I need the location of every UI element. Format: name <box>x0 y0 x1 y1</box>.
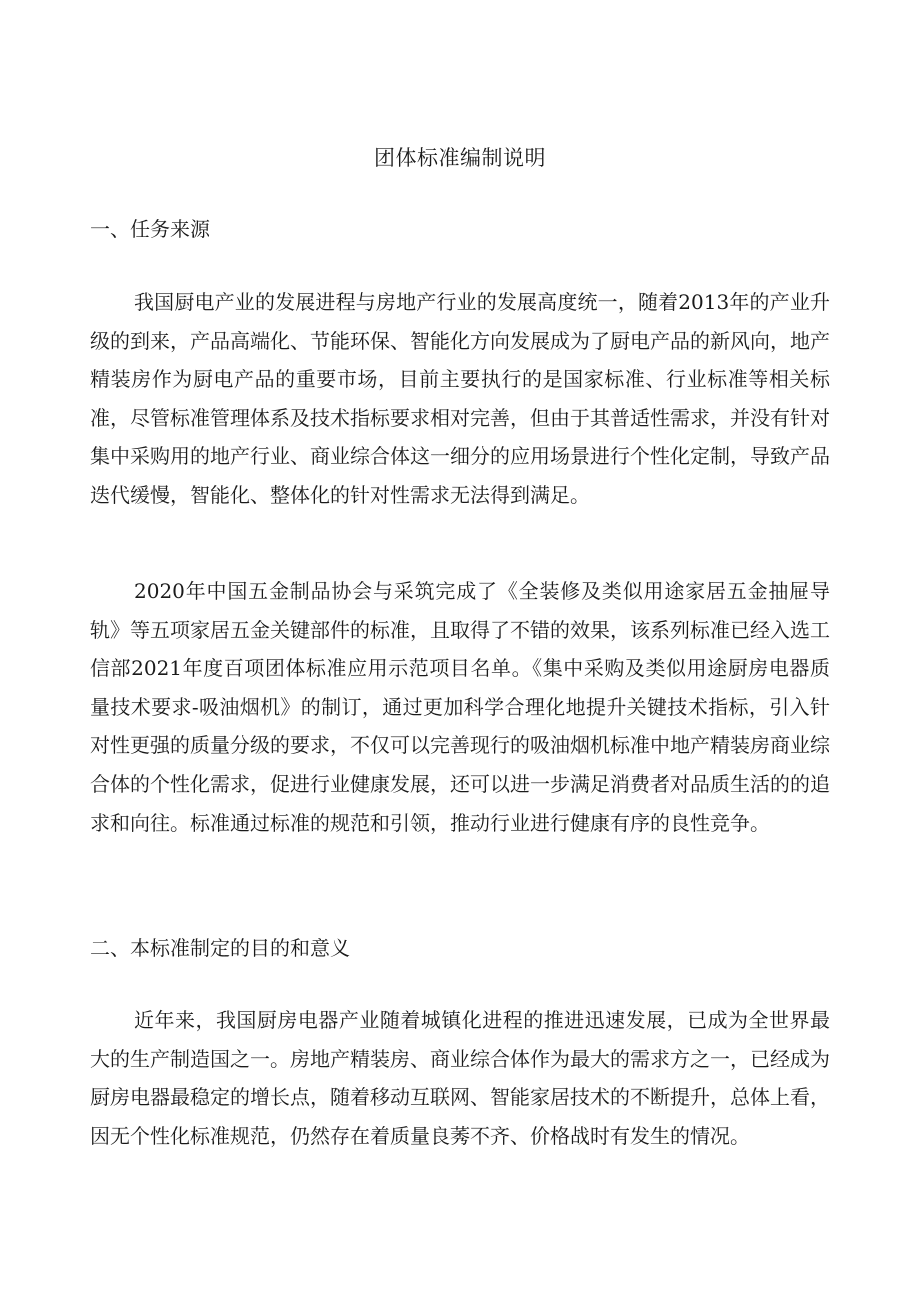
paragraph: 近年来，我国厨房电器产业随着城镇化进程的推进迅速发展，已成为全世界最大的生产制造国之一。房地产精装房、商业综合体作为最大的需求方之一，已经成为厨房电器最稳定的增长点，随着移动互联网、智能家居技术的不断提升，总体上看，因无个性化标准规范，仍然存在着质量良莠不齐、价格战时有发生的情况。 <box>90 1008 830 1148</box>
section-heading-task-source: 一、任务来源 <box>90 217 210 241</box>
paragraph: 我国厨电产业的发展进程与房地产行业的发展高度统一，随着2013年的产业升级的到来，产品高端化、节能环保、智能化方向发展成为了厨电产品的新风向，地产精装房作为厨电产品的重要市场，目前主要执行的是国家标准、行业标准等相关标准，尽管标准管理体系及技术指标要求相对完善，但由于其普适性需求，并没有针对集中采购用的地产行业、商业综合体这一细分的应用场景进行个性化定制，导致产品迭代缓慢，智能化、整体化的针对性需求无法得到满足。 <box>90 290 830 507</box>
document-title: 团体标准编制说明 <box>374 146 546 170</box>
section-heading-purpose: 二、本标准制定的目的和意义 <box>90 936 350 960</box>
paragraph: 2020年中国五金制品协会与采筑完成了《全装修及类似用途家居五金抽屉导轨》等五项家居五金关键部件的标准，且取得了不错的效果，该系列标准已经入选工信部2021年度百项团体标准应用示范项目名单。《集中采购及类似用途厨房电器质量技术要求-吸油烟机》的制订，通过更加科学合理化地提升关键技术指标，引入针对性更强的质量分级的要求，不仅可以完善现行的吸油烟机标准中地产精装房商业综合体的个性化需求，促进行业健康发展，还可以进一步满足消费者对品质生活的的追求和向往。标准通过标准的规范和引领，推动行业进行健康有序的良性竞争。 <box>90 579 830 835</box>
